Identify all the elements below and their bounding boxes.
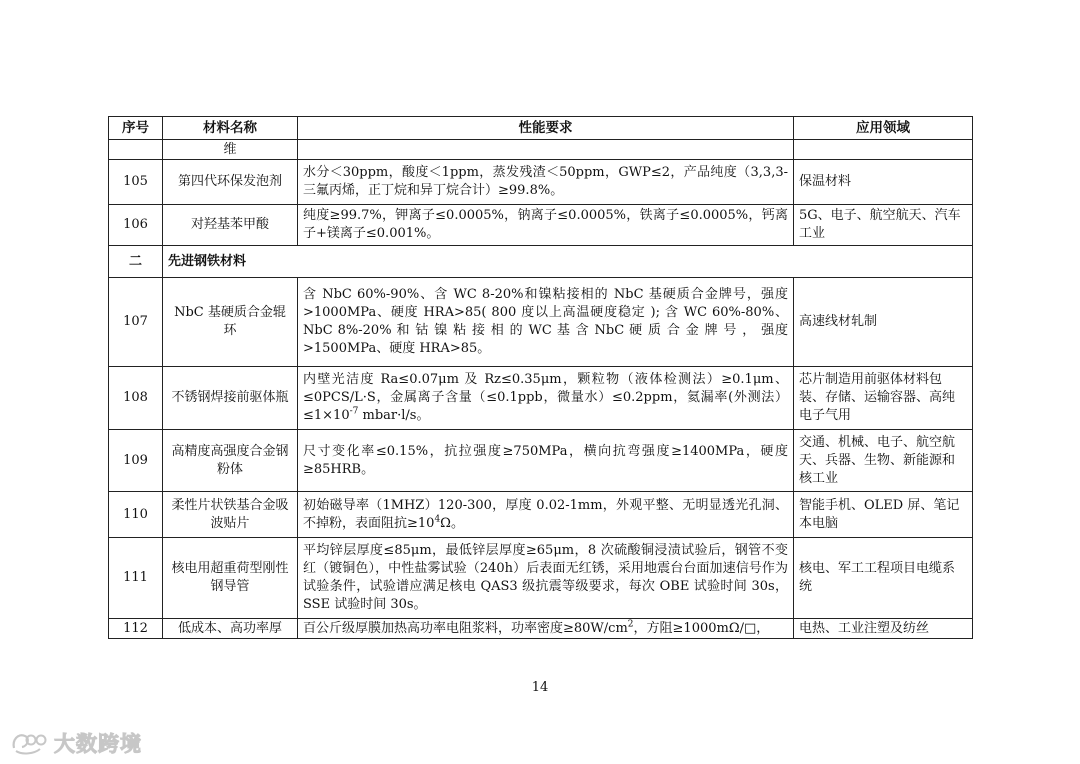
row-no: 106 [109, 205, 163, 246]
row-app: 保温材料 [794, 160, 973, 205]
materials-table [108, 116, 973, 639]
header-spec: 性能要求 [298, 117, 794, 140]
row-app: 电热、工业注塑及纺丝 [794, 619, 973, 639]
row-no: 111 [109, 538, 163, 619]
row-no [109, 140, 163, 160]
table-row [109, 140, 973, 160]
row-app: 5G、电子、航空航天、汽车工业 [794, 205, 973, 246]
row-spec: 含 NbC 60%-90%、含 WC 8-20%和镍粘接相的 NbC 基硬质合金牌号，强度>1000MPa、硬度 HRA>85( 800 度以上高温硬度稳定 ); 含 WC 60%-80%、NbC 8%-20% 和 钴 镍 粘 接 相 的 WC 基 含 NbC 硬 质 合 金 牌 号 ， 强度>1500MPa、硬度 HRA>85。 [298, 278, 794, 367]
page-number: 14 [531, 680, 549, 695]
row-spec: 平均锌层厚度≤85μm，最低锌层厚度≥65μm，8 次硫酸铜浸渍试验后，钢管不变红（镀铜色），中性盐雾试验（240h）后表面无红锈，采用地震台台面加速信号作为试验条件，试验谱应满足核电 QAS3 级抗震等级要求，每次 OBE 试验时间 30s，SSE 试验时间 30s。 [298, 538, 794, 619]
spec-exponent: -7 [349, 406, 359, 417]
row-spec: 尺寸变化率≤0.15%，抗拉强度≥750MPa，横向抗弯强度≥1400MPa，硬度≥85HRB。 [298, 430, 794, 492]
table-row [109, 619, 973, 639]
spec-text-a: 内壁光洁度 Ra≤0.07μm 及 Rz≤0.35μm，颗粒物（液体检测法）≥0.1μm、≤0PCS/L·S，金属离子含量（≤0.1ppb，微量水）≤0.2ppm，氦漏率(外测法）≤1×10 [303, 372, 788, 423]
row-no: 110 [109, 492, 163, 538]
row-app: 交通、机械、电子、航空航天、兵器、生物、新能源和核工业 [794, 430, 973, 492]
watermark-text: 大数跨境 [54, 732, 142, 756]
row-app [794, 140, 973, 160]
row-name: 低成本、高功率厚 [163, 619, 298, 639]
watermark [10, 728, 142, 758]
spec-text-a: 百公斤级厚膜加热高功率电阻浆料，功率密度≥80W/cm [303, 620, 628, 636]
row-name: NbC 基硬质合金辊环 [163, 278, 298, 367]
row-spec [298, 619, 794, 639]
table-row [109, 430, 973, 492]
table-row [109, 367, 973, 430]
table-row [109, 538, 973, 619]
row-no: 107 [109, 278, 163, 367]
row-spec [298, 367, 794, 430]
row-name: 核电用超重荷型刚性钢导管 [163, 538, 298, 619]
row-app: 芯片制造用前驱体材料包装、存储、运输容器、高纯电子气用 [794, 367, 973, 430]
header-app: 应用领域 [794, 117, 973, 140]
table-row [109, 492, 973, 538]
row-name: 不锈钢焊接前驱体瓶 [163, 367, 298, 430]
spec-exponent: 4 [434, 514, 441, 525]
row-spec [298, 492, 794, 538]
row-name: 对羟基苯甲酸 [163, 205, 298, 246]
row-no: 109 [109, 430, 163, 492]
header-no: 序号 [109, 117, 163, 140]
spec-exponent: 2 [627, 619, 634, 630]
section-no: 二 [109, 246, 163, 278]
section-row [109, 246, 973, 278]
row-name: 维 [163, 140, 298, 160]
row-app: 高速线材轧制 [794, 278, 973, 367]
row-spec: 纯度≥99.7%，钾离子≤0.0005%，钠离子≤0.0005%，铁离子≤0.0005%，钙离子+镁离子≤0.001%。 [298, 205, 794, 246]
row-name: 高精度高强度合金钢粉体 [163, 430, 298, 492]
table-header-row [109, 117, 973, 140]
row-app: 智能手机、OLED 屏、笔记本电脑 [794, 492, 973, 538]
table-row [109, 205, 973, 246]
row-spec [298, 140, 794, 160]
row-name: 柔性片状铁基合金吸波贴片 [163, 492, 298, 538]
header-name: 材料名称 [163, 117, 298, 140]
spec-text-a: 初始磁导率（1MHZ）120-300，厚度 0.02-1mm，外观平整、无明显透光孔洞、不掉粉，表面阻抗≥10 [303, 497, 788, 531]
row-no: 105 [109, 160, 163, 205]
spec-text-b: mbar·l/s。 [358, 408, 430, 423]
spec-text-b: ，方阻≥1000mΩ/□， [633, 620, 770, 636]
table-row [109, 160, 973, 205]
watermark-logo-icon [10, 730, 50, 756]
spec-text-b: Ω。 [440, 515, 464, 531]
row-no: 108 [109, 367, 163, 430]
row-spec: 水分＜30ppm，酸度＜1ppm，蒸发残渣＜50ppm，GWP≤2，产品纯度（3,3,3-三氟丙烯，正丁烷和异丁烷合计）≥99.8%。 [298, 160, 794, 205]
row-name: 第四代环保发泡剂 [163, 160, 298, 205]
row-no: 112 [109, 619, 163, 639]
table-row [109, 278, 973, 367]
section-title: 先进钢铁材料 [163, 246, 973, 278]
row-app: 核电、军工工程项目电缆系统 [794, 538, 973, 619]
